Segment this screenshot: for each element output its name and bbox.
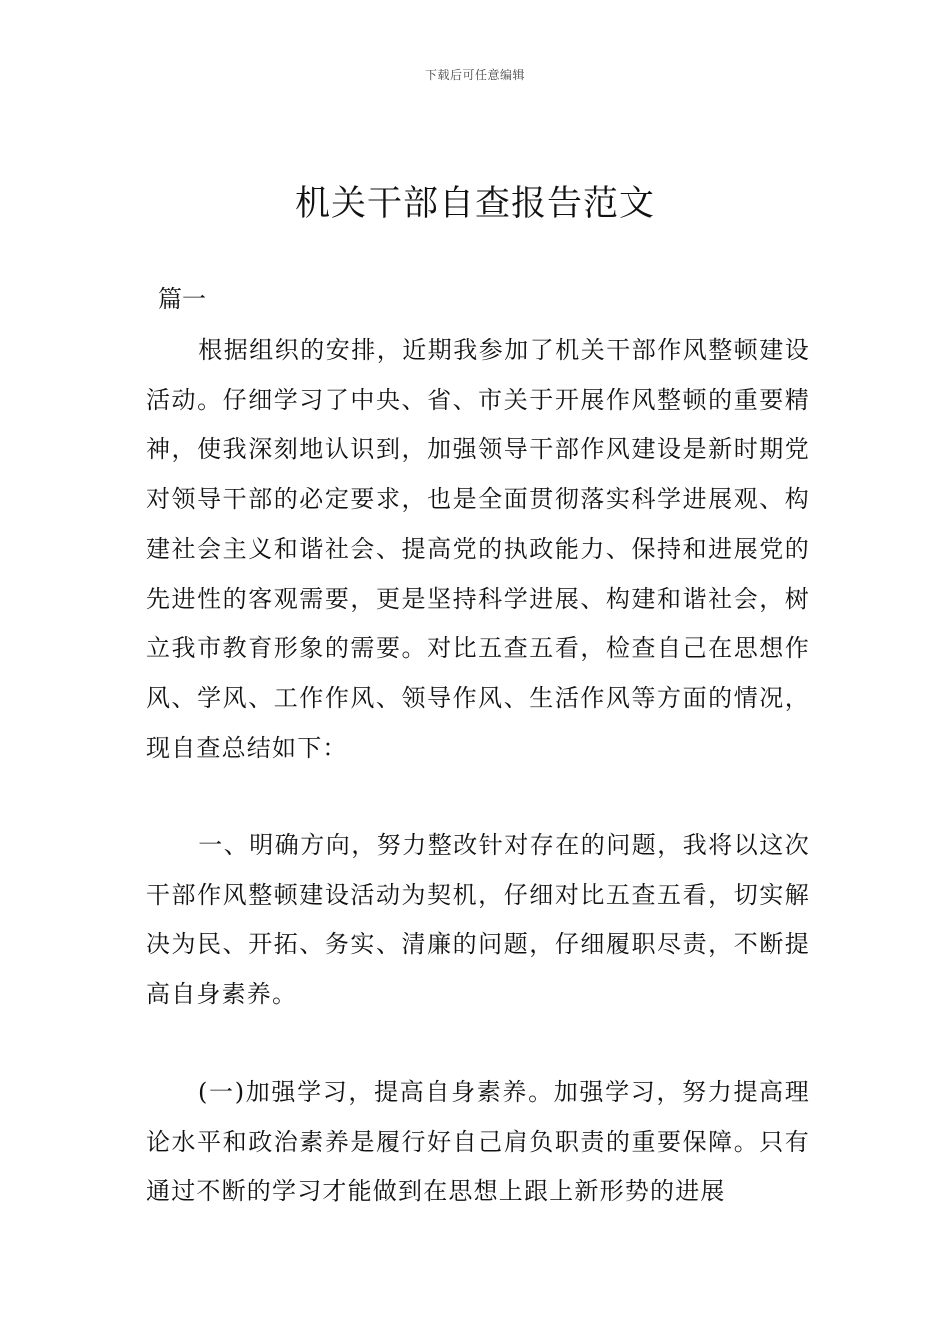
paragraph-direction-text: 一、明确方向，努力整改针对存在的问题，我将以这次干部作风整顿建设活动为契机，仔细对比五查五看，切实解决为民、开拓、务实、清廉的问题，仔细履职尽责，不断提高自身素养。 xyxy=(146,831,810,1009)
header-note: 下载后可任意编辑 xyxy=(424,68,525,82)
document-title: 机关干部自查报告范文 xyxy=(294,184,655,224)
paragraph-study-text: (一)加强学习，提高自身素养。加强学习，努力提高理论水平和政治素养是履行好自己肩负职责的重要保障。只有通过不断的学习才能做到在思想上跟上新形势的进展 xyxy=(146,1078,810,1206)
section-label: 篇一 xyxy=(158,285,206,313)
paragraph-intro xyxy=(146,326,810,773)
paragraph-intro-text: 根据组织的安排，近期我参加了机关干部作风整顿建设活动。仔细学习了中央、省、市关于开展作风整顿的重要精神，使我深刻地认识到，加强领导干部作风建设是新时期党对领导干部的必定要求，也是全面贯彻落实科学进展观、构建社会主义和谐社会、提高党的执政能力、保持和进展党的先进性的客观需要，更是坚持科学进展、构建和谐社会，树立我市教育形象的需要。对比五查五看，检查自己在思想作风、学风、工作作风、领导作风、生活作风等方面的情况，现自查总结如下： xyxy=(146,336,810,762)
paragraph-direction xyxy=(146,821,810,1020)
paragraph-study xyxy=(146,1068,810,1217)
